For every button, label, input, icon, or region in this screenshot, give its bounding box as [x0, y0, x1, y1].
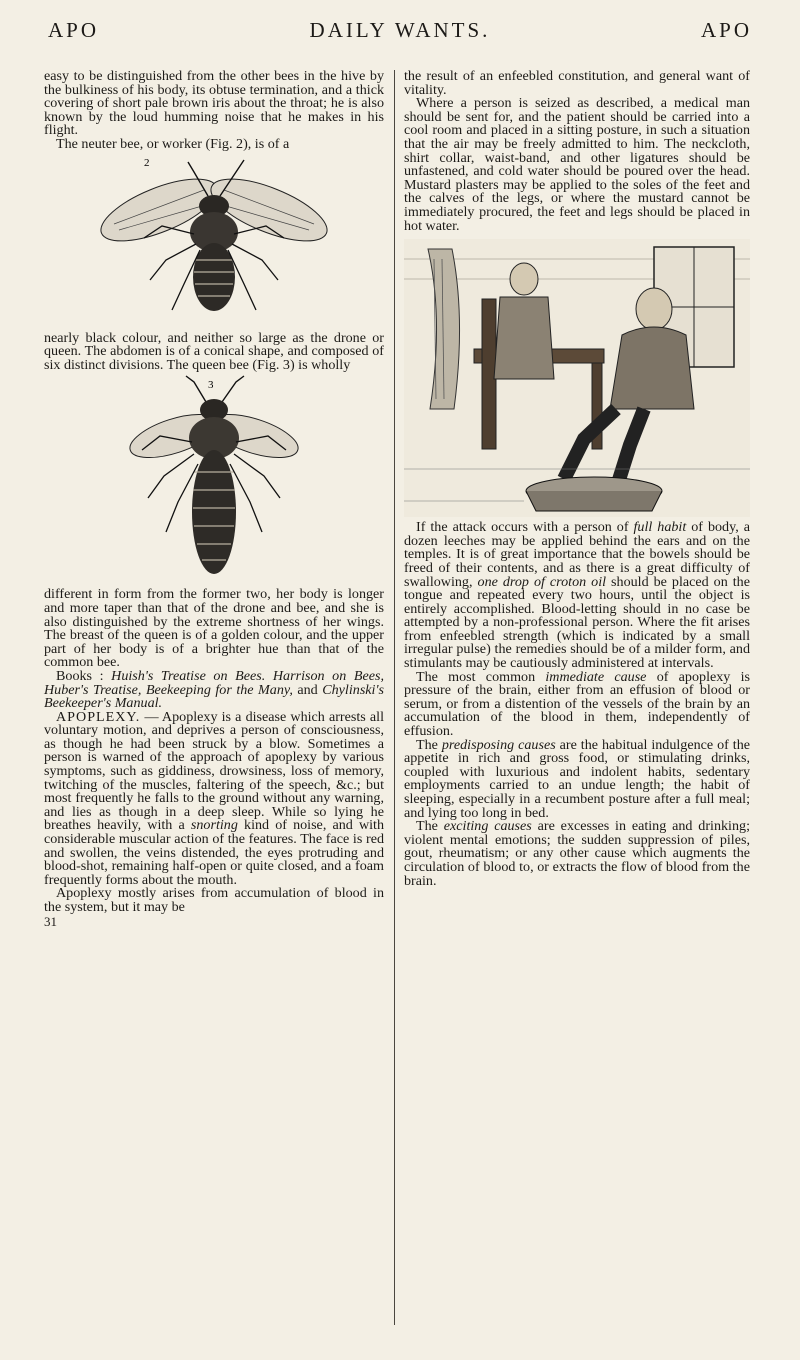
paragraph-predisposing-causes — [404, 736, 750, 821]
paragraph-apoplexy-causes: Apoplexy mostly arises from accumulation of blood in the system, but it may be — [44, 885, 384, 915]
figure-worker-bee — [44, 152, 384, 332]
paragraph-constitution: the result of an enfeebled constitution, and general want of vitality. — [404, 68, 750, 98]
immediate-cause-text-2: of apoplexy is pressure of the brain, either from an effusion of blood or serum, or from a distention of the vessels of the brain by an accumulation of the blood in them, independently of effusion. — [404, 668, 750, 740]
entry-heading-apoplexy: APOPLEXY. — [56, 708, 141, 725]
header-left: APO — [48, 18, 100, 42]
figure-2-label: 2 — [144, 156, 150, 169]
predisposing-italic: predisposing causes — [441, 736, 556, 753]
paragraph-worker-cont: nearly black colour, and neither so large as the drone or queen. The abdomen is of a conical shape, and composed of six distinct divisions. The queen bee (Fig. 3) is wholly — [44, 329, 384, 373]
paragraph-immediate-cause — [404, 668, 750, 740]
predisposing-text-2: are the habitual indulgence of the appetite in rich and gross food, or stimulating drinks, coupled with luxurious and indolent habits, sedentary employments carried to an undue length; the habit of sleeping, especially in a recumbent posture after a full meal; and lying too long in bed. — [404, 736, 750, 821]
immediate-cause-italic: immediate cause — [545, 668, 647, 685]
full-habit-text-2: of body, a dozen leeches may be applied behind the ears and on the temples. It is of great importance that the bowels should be freed of their contents, and as there is a great difficulty of swallowing, — [404, 519, 750, 590]
apoplexy-italic: snorting — [190, 817, 238, 834]
books-reference — [44, 667, 384, 712]
figure-foot-bath — [404, 239, 750, 517]
full-habit-text: If the attack occurs with a person of — [416, 519, 629, 536]
figure-queen-bee — [44, 372, 384, 588]
exciting-text-2: are excesses in eating and drinking; violent mental emotions; the sudden suppression of piles, gout, rheumatism; or any other cause which augments the circulation of blood to, or extracts the flow of blood from the brain. — [404, 818, 750, 889]
header-right: APO — [700, 18, 752, 42]
worker-bee-illustration — [44, 152, 384, 332]
apoplexy-text-end: kind of noise, and with considerable muscular action of the features. The face is red and swollen, the veins distended, the eyes protruding and blood-shot, remaining half-open or quite closed, and a foam frequently forms about the mouth. — [44, 817, 384, 888]
book-title: Harrison on Bees, — [272, 667, 384, 684]
figure-3-label: 3 — [208, 379, 214, 392]
book-title: Huish's Treatise on Bees. — [111, 667, 266, 684]
book-title: Chylinski's Beekeeper's Manual. — [44, 681, 384, 712]
right-column — [404, 70, 750, 888]
left-column — [44, 70, 384, 928]
apoplexy-text: — Apoplexy is a disease which arrests all voluntary motion, and deprives a person of consciousness, as though he had been struck by a blow. Sometimes a person is warned of the approach of apoplexy by various symptoms, such as giddiness, drowsiness, loss of memory, twitching of the muscles, faltering of the speech, &c.; but most frequently he falls to the ground without any warning, and lies as though in a deep sleep. While so lying he breathes heavily, with a — [44, 708, 384, 834]
full-habit-text-3: should be placed on the tongue and repeated every two hours, until the object is entirely accomplished. Blood-letting should in no case be attempted by a non-professional person. Where the fit arises from enfeebled strength (which is indicated by a small irregular pulse) the remedies should be of a milder form, and stimulants may be cautiously administered at intervals. — [404, 573, 750, 672]
queen-bee-illustration — [44, 372, 384, 588]
header-title: DAILY WANTS. — [309, 18, 491, 42]
page-number: 31 — [44, 913, 57, 929]
column-divider — [394, 70, 395, 1325]
paragraph-drone: easy to be distinguished from the other bees in the hive by the bulkiness of his body, its obtuse termination, and a thick covering of short pale brown iris about the throat; he is also known by the loud humming noise that he makes in his flight. — [44, 68, 384, 139]
exciting-text: The — [416, 818, 438, 835]
paragraph-full-habit — [404, 521, 750, 671]
books-and: and — [297, 681, 318, 698]
croton-oil-italic: one drop of croton oil — [477, 573, 607, 590]
books-lead: Books : — [56, 667, 104, 684]
paragraph-apoplexy — [44, 708, 384, 888]
full-habit-italic: full habit — [633, 519, 687, 536]
paragraph-exciting-causes — [404, 820, 750, 888]
book-title: Beekeeping for the Many, — [145, 681, 293, 698]
foot-bath-illustration — [404, 239, 750, 517]
exciting-italic: exciting causes — [443, 818, 532, 835]
paragraph-queen: different in form from the former two, her body is longer and more taper than that of the drone and bee, and she is also distinguished by the extreme shortness of her wings. The breast of the queen is of a golden colour, and the upper part of her body is of a brighter hue than that of the common bee. — [44, 586, 384, 671]
paragraph-treatment: Where a person is seized as described, a medical man should be sent for, and the patient should be carried into a cool room and placed in a sitting posture, in such a situation that the air may be freely admitted to him. The neckcloth, shirt collar, waist-band, and other ligatures should be unfastened, and cold water should be poured over the head. Mustard plasters may be applied to the soles of the feet and the calves of the legs, or where the mustard cannot be immediately procured, the feet and legs should be placed in hot water. — [404, 95, 750, 234]
immediate-cause-text: The most common — [416, 668, 536, 685]
book-title: Huber's Treatise, — [44, 681, 142, 698]
running-header — [0, 18, 800, 58]
predisposing-text: The — [416, 736, 438, 753]
paragraph-worker: The neuter bee, or worker (Fig. 2), is of a — [56, 135, 290, 152]
